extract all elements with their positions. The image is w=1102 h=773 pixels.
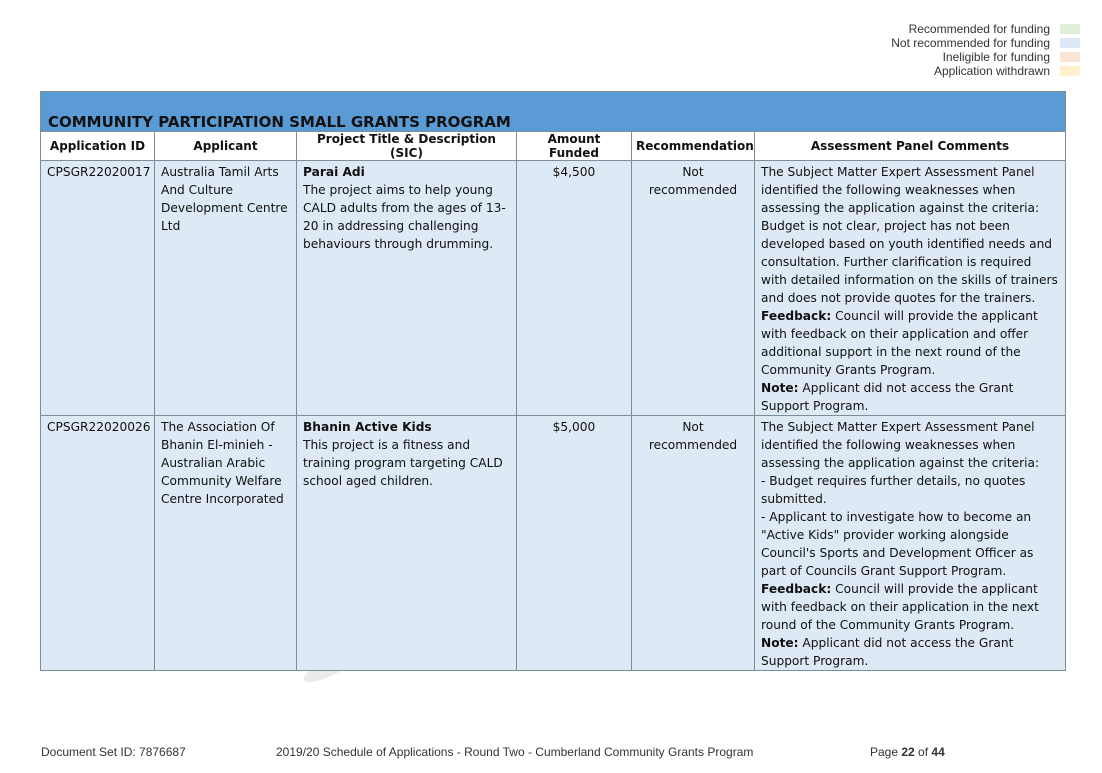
cell-recommendation: Not recommended — [632, 161, 755, 416]
header-comments: Assessment Panel Comments — [755, 132, 1066, 161]
comment-note — [761, 634, 1059, 670]
feedback-text: Council will provide the applicant with feedback on their application in the next round of the Community Grants Program. — [761, 582, 1039, 632]
cell-amount: $5,000 — [517, 416, 632, 671]
header-applicant: Applicant — [155, 132, 297, 161]
legend-item-ineligible — [891, 50, 1080, 64]
legend-swatch-green — [1060, 24, 1080, 34]
cell-amount: $4,500 — [517, 161, 632, 416]
program-title: COMMUNITY PARTICIPATION SMALL GRANTS PROGRAM — [41, 92, 1066, 132]
funding-legend — [891, 22, 1080, 78]
cell-comments — [755, 161, 1066, 416]
legend-swatch-orange — [1060, 52, 1080, 62]
comment-point: - Applicant to investigate how to become an "Active Kids" provider working alongside Council's Sports and Development Officer as part of Councils Grant Support Program. — [761, 510, 1034, 578]
legend-item-recommended — [891, 22, 1080, 36]
cell-project — [297, 416, 517, 671]
legend-item-not-recommended — [891, 36, 1080, 50]
cell-comments — [755, 416, 1066, 671]
comment-feedback — [761, 307, 1059, 379]
feedback-label: Feedback: — [761, 582, 832, 596]
legend-swatch-blue — [1060, 38, 1080, 48]
footer-document-title: 2019/20 Schedule of Applications - Round Two - Cumberland Community Grants Program — [276, 745, 754, 759]
header-amount: Amount Funded — [517, 132, 632, 161]
footer-page-number — [870, 745, 945, 759]
legend-label: Application withdrawn — [933, 64, 1050, 78]
feedback-text: Council will provide the applicant with feedback on their application and offer additional support in the next round of the Community Grants Program. — [761, 309, 1038, 377]
project-description: This project is a fitness and training program targeting CALD school aged children. — [303, 438, 503, 488]
cell-application-id: CPSGR22020017 — [41, 161, 155, 416]
project-title: Bhanin Active Kids — [303, 420, 432, 434]
note-label: Note: — [761, 381, 799, 395]
page-prefix: Page — [870, 745, 902, 759]
cell-project — [297, 161, 517, 416]
note-text: Applicant did not access the Grant Support Program. — [761, 636, 1014, 668]
page-of: of — [914, 745, 932, 759]
legend-label: Not recommended for funding — [891, 36, 1050, 50]
footer-document-set-id: Document Set ID: 7876687 — [41, 745, 186, 759]
comment-feedback — [761, 580, 1059, 634]
table-row — [41, 161, 1066, 416]
table-header-row — [41, 132, 1066, 161]
header-project: Project Title & Description (SIC) — [297, 132, 517, 161]
cell-recommendation: Not recommended — [632, 416, 755, 671]
page-current: 22 — [901, 745, 915, 759]
comment-point: - Budget requires further details, no quotes submitted. — [761, 474, 1026, 506]
project-description: The project aims to help young CALD adults from the ages of 13-20 in addressing challenging behaviours through drumming. — [303, 183, 506, 251]
feedback-label: Feedback: — [761, 309, 832, 323]
header-recommendation: Recommendation — [632, 132, 755, 161]
comment-note — [761, 379, 1059, 415]
legend-item-withdrawn — [891, 64, 1080, 78]
note-label: Note: — [761, 636, 799, 650]
cell-applicant: The Association Of Bhanin El-minieh - Australian Arabic Community Welfare Centre Incorporated — [155, 416, 297, 671]
comment-intro: The Subject Matter Expert Assessment Panel identified the following weaknesses when assessing the application against the criteria: Budget is not clear, project has not been developed based on youth identified needs and consultation. Further clarification is required with detailed information on the skills of trainers and does not provide quotes for the trainers. — [761, 165, 1058, 305]
legend-label: Recommended for funding — [908, 22, 1050, 36]
grants-table — [40, 91, 1066, 671]
cell-applicant: Australia Tamil Arts And Culture Development Centre Ltd — [155, 161, 297, 416]
comment-intro: The Subject Matter Expert Assessment Panel identified the following weaknesses when assessing the application against the criteria: — [761, 420, 1040, 470]
cell-application-id: CPSGR22020026 — [41, 416, 155, 671]
legend-label: Ineligible for funding — [942, 50, 1050, 64]
legend-swatch-yellow — [1060, 66, 1080, 76]
header-application-id: Application ID — [41, 132, 155, 161]
table-row — [41, 416, 1066, 671]
page-total: 44 — [931, 745, 945, 759]
note-text: Applicant did not access the Grant Support Program. — [761, 381, 1014, 413]
project-title: Parai Adi — [303, 165, 365, 179]
